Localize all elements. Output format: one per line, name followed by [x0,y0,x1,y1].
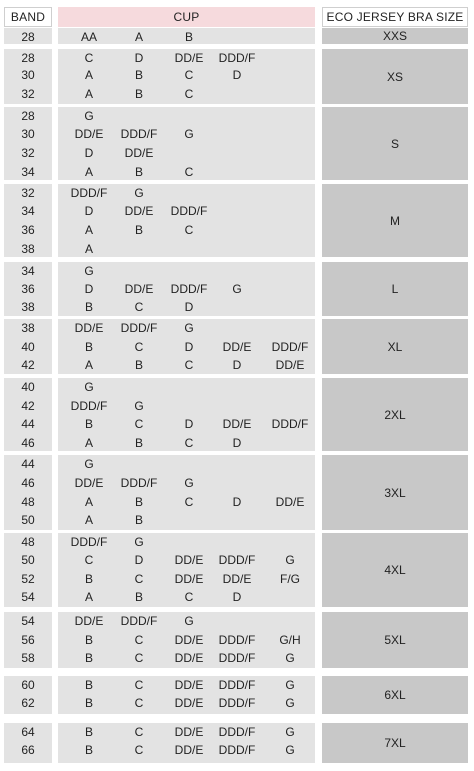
cup-value: G [184,321,194,335]
cup-value: DD/E [174,696,204,710]
cup-value: DDD/F [271,340,309,354]
band-value: 34 [21,165,35,179]
cup-value: C [134,651,144,665]
cup-value: DD/E [275,495,305,509]
cup-value: C [84,553,94,567]
cup-value: DD/E [74,476,104,490]
cup-value: G [285,678,295,692]
band-value: 56 [21,633,35,647]
cup-value: DDD/F [218,725,256,739]
cup-value: D [184,340,194,354]
band-value: 52 [21,572,35,586]
cup-value: G [84,457,94,471]
cup-value: C [134,696,144,710]
cup-value: B [134,223,143,237]
cup-value: DD/E [124,282,154,296]
cup-value: G [285,743,295,757]
band-value: 46 [21,436,35,450]
cup-value: B [134,165,143,179]
cup-value: B [134,495,143,509]
cup-value: DDD/F [70,535,108,549]
band-value: 40 [21,340,35,354]
bra-size-cell: 6XL [322,676,468,714]
cup-value: C [134,417,144,431]
cup-value: B [84,696,93,710]
cup-value: B [84,417,93,431]
band-value: 38 [21,242,35,256]
bra-size-cell: 2XL [322,378,468,451]
bra-size-cell: 5XL [322,612,468,668]
cup-value: DDD/F [70,186,108,200]
band-value: 30 [21,68,35,82]
band-value: 36 [21,223,35,237]
cup-value: G [134,535,144,549]
bra-size-cell: L [322,262,468,316]
cup-value: B [184,30,193,44]
cup-value: A [84,165,93,179]
band-value: 36 [21,282,35,296]
band-value: 60 [21,678,35,692]
band-value: 48 [21,495,35,509]
cup-value: B [84,633,93,647]
cup-value: B [134,87,143,101]
cup-value: DD/E [222,340,252,354]
cup-value: A [84,68,93,82]
cup-value: DD/E [74,127,104,141]
cup-value: DDD/F [170,204,208,218]
band-value: 32 [21,186,35,200]
cup-value: C [84,51,94,65]
cup-value: D [232,495,242,509]
band-value: 38 [21,321,35,335]
cup-value: DDD/F [120,476,158,490]
cup-value: DDD/F [170,282,208,296]
cup-value: D [84,146,94,160]
cup-value: DD/E [222,417,252,431]
band-value: 30 [21,127,35,141]
cup-value: A [84,358,93,372]
cup-value: DD/E [124,204,154,218]
cup-value: DD/E [174,572,204,586]
cup-value: B [134,358,143,372]
cup-value: A [84,513,93,527]
cup-value: C [134,725,144,739]
cup-value: G [84,264,94,278]
cup-value: B [134,436,143,450]
cup-value: G [285,696,295,710]
cup-value: DDD/F [218,678,256,692]
cup-value: G [134,186,144,200]
cup-value: DD/E [222,572,252,586]
band-value: 40 [21,380,35,394]
cup-value: G [232,282,242,296]
cup-value: A [84,242,93,256]
band-value: 66 [21,743,35,757]
cup-value: DD/E [174,743,204,757]
cup-value: B [134,513,143,527]
cup-value: D [84,204,94,218]
band-value: 48 [21,535,35,549]
cup-value: C [184,87,194,101]
cup-value: C [134,572,144,586]
cup-value: D [232,436,242,450]
cup-value: DD/E [74,614,104,628]
cup-value: D [134,553,144,567]
cup-value: C [134,678,144,692]
cup-value: DD/E [174,633,204,647]
size-header-cell [322,7,468,27]
cup-value: D [134,51,144,65]
cup-value: B [84,743,93,757]
cup-value: G [184,614,194,628]
cup-value: DD/E [174,51,204,65]
cup-value: DDD/F [218,553,256,567]
cup-value: C [134,743,144,757]
band-value: 54 [21,590,35,604]
cup-value: DD/E [174,553,204,567]
cup-value: C [134,340,144,354]
band-value: 28 [21,51,35,65]
cup-value: C [184,68,194,82]
cup-value: B [134,590,143,604]
cup-value: B [84,300,93,314]
band-header-cell [4,7,52,27]
cup-value: G [84,109,94,123]
band-value: 46 [21,476,35,490]
band-value: 62 [21,696,35,710]
band-value: 28 [21,30,35,44]
cup-value: AA [80,30,97,44]
bra-size-cell: XS [322,49,468,104]
band-value: 28 [21,109,35,123]
band-value: 64 [21,725,35,739]
band-value: 50 [21,553,35,567]
cup-value: A [84,223,93,237]
band-value: 32 [21,146,35,160]
cup-value: DDD/F [70,399,108,413]
cup-value: G [285,553,295,567]
cup-value: C [184,165,194,179]
bra-size-cell: S [322,107,468,180]
band-value: 54 [21,614,35,628]
cup-value: G [184,127,194,141]
cup-value: G [184,476,194,490]
cup-value: A [84,590,93,604]
cup-value: C [134,633,144,647]
cup-value: DDD/F [218,743,256,757]
band-value: 58 [21,651,35,665]
band-value: 34 [21,204,35,218]
band-value: 34 [21,264,35,278]
cup-value: B [84,725,93,739]
cup-value: DD/E [174,651,204,665]
cup-value: DDD/F [218,651,256,665]
bra-size-cell: 3XL [322,455,468,530]
cup-value: A [84,495,93,509]
cup-value: DDD/F [120,614,158,628]
band-header: BAND [10,10,46,24]
cup-value: C [184,436,194,450]
cup-value: C [184,590,194,604]
cup-value: B [84,651,93,665]
cup-value: D [84,282,94,296]
cup-value: DDD/F [218,51,256,65]
cup-value: D [184,300,194,314]
cup-value: A [84,436,93,450]
cup-value: G [285,651,295,665]
cup-value: C [184,358,194,372]
cup-value: D [232,68,242,82]
cup-value: DDD/F [120,321,158,335]
cup-value: D [232,590,242,604]
cup-header-cell [58,7,315,27]
cup-value: DDD/F [218,696,256,710]
band-value: 44 [21,417,35,431]
band-value: 44 [21,457,35,471]
band-value: 42 [21,399,35,413]
cup-value: B [84,340,93,354]
cup-value: G [134,399,144,413]
band-value: 42 [21,358,35,372]
bra-size-cell: 7XL [322,723,468,763]
bra-size-cell: 4XL [322,533,468,607]
band-value: 32 [21,87,35,101]
cup-value: G [84,380,94,394]
cup-value: D [184,417,194,431]
cup-value: D [232,358,242,372]
band-value: 50 [21,513,35,527]
cup-value: DDD/F [271,417,309,431]
cup-value: DD/E [124,146,154,160]
cup-value: DDD/F [218,633,256,647]
bra-size-cell: XL [322,319,468,374]
bra-size-cell: XXS [322,28,468,44]
cup-value: F/G [280,572,300,586]
cup-value: C [134,300,144,314]
cup-value: DDD/F [120,127,158,141]
band-value: 38 [21,300,35,314]
cup-value: DD/E [174,725,204,739]
cup-value: B [134,68,143,82]
cup-value: DD/E [174,678,204,692]
cup-value: DD/E [74,321,104,335]
cup-value: DD/E [275,358,305,372]
cup-value: A [84,87,93,101]
size-header: ECO JERSEY BRA SIZE [326,10,464,24]
cup-value: G [285,725,295,739]
cup-value: C [184,495,194,509]
cup-value: B [84,572,93,586]
cup-value: B [84,678,93,692]
cup-value: A [134,30,143,44]
cup-value: G/H [279,633,301,647]
cup-value: C [184,223,194,237]
cup-header: CUP [173,10,200,24]
bra-size-cell: M [322,184,468,257]
